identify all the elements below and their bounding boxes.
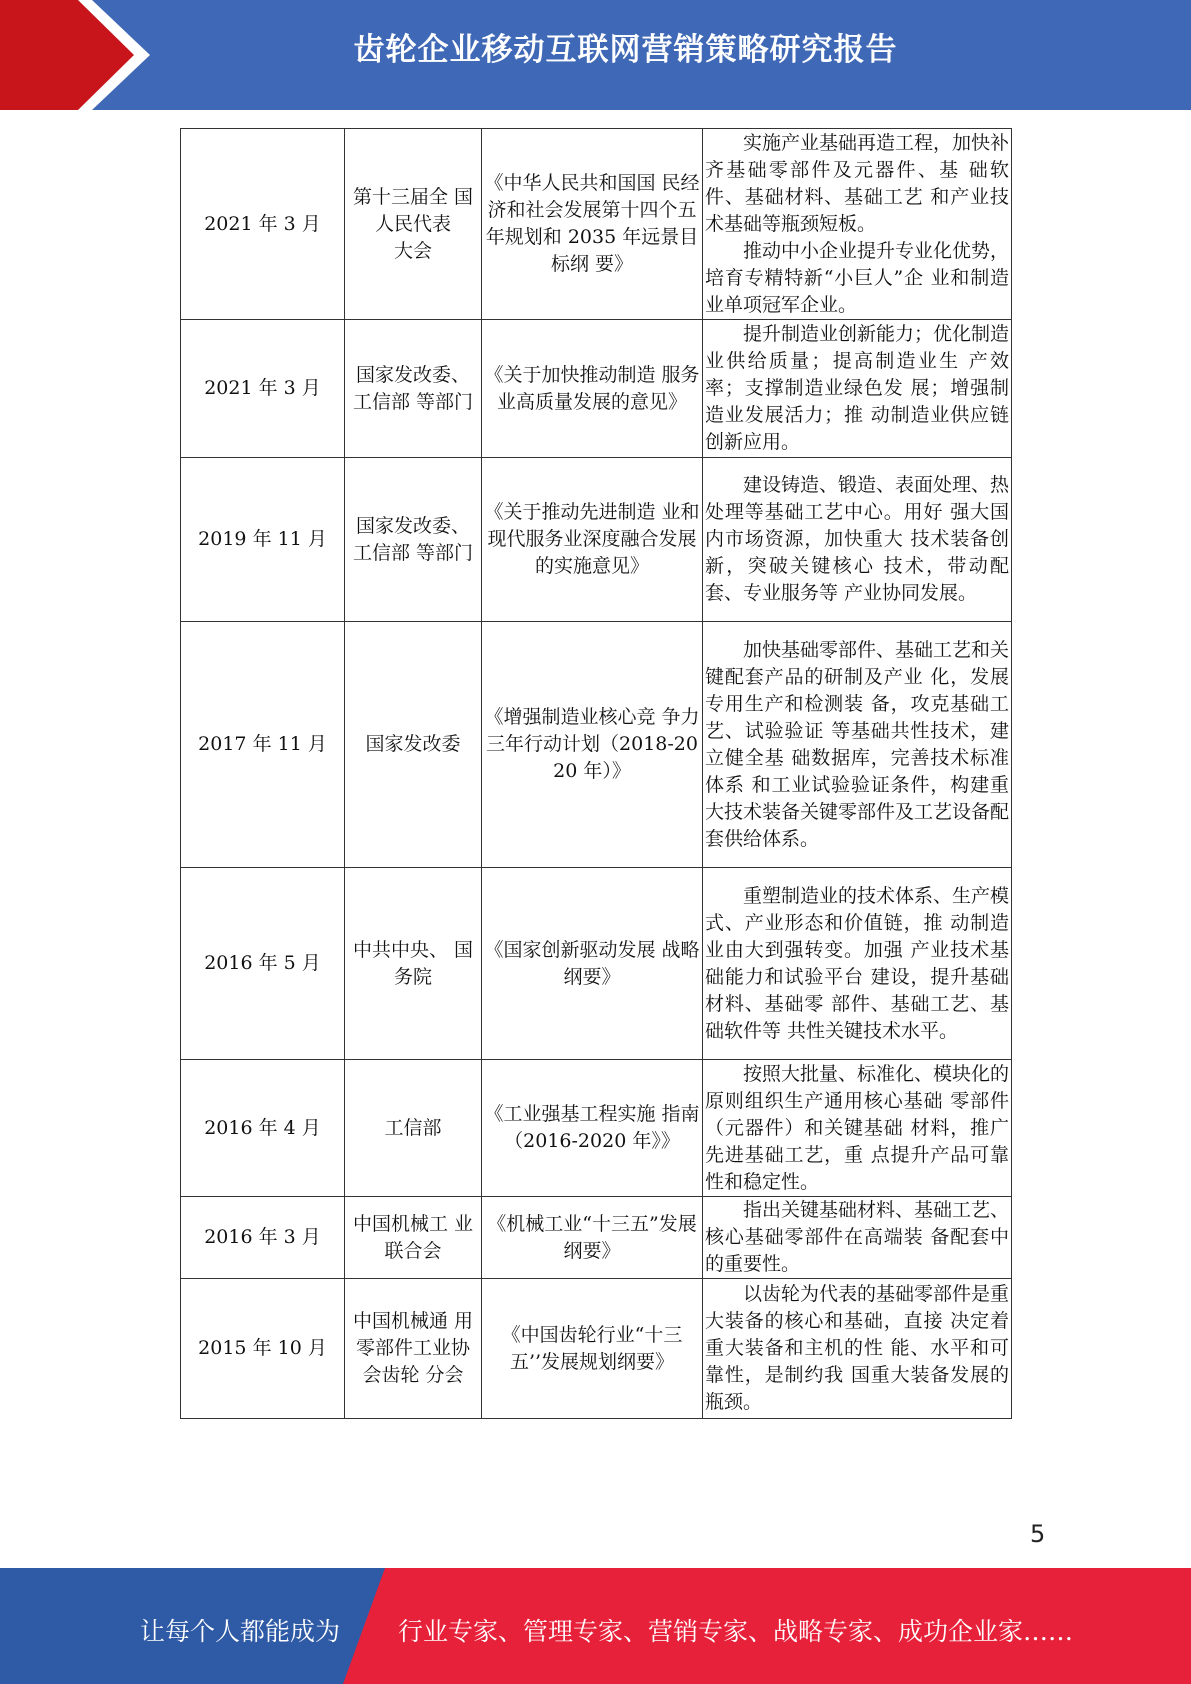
table-row: [181, 458, 1012, 622]
content-cell: [703, 1060, 1012, 1197]
content-paragraph: 以齿轮为代表的基础零部件是重大装备的核心和基础，直接 决定着重大装备和主机的性 能、水平和可靠性，是制约我 国重大装备发展的瓶颈。: [705, 1283, 1010, 1413]
table-row: [181, 1060, 1012, 1197]
document-cell: [482, 129, 703, 320]
issuer-text: 中国机械工 业联合会: [352, 1212, 474, 1262]
document-cell: [482, 1279, 703, 1419]
document-title: 《中华人民共和国国 民经济和社会发展第十四个五年规划和 2035 年远景目标纲 要》: [484, 172, 700, 275]
issuer-text: 中国机械通 用零部件工业协会齿轮 分会: [352, 1310, 474, 1386]
issuer-cell: [345, 622, 482, 868]
table-row: [181, 1279, 1012, 1419]
content-paragraph: 实施产业基础再造工程，加快补齐基础零部件及元器件、基 础软件、基础材料、基础工艺 和产业技术基础等瓶颈短板。: [705, 131, 1010, 235]
date-cell: 2017 年 11 月: [181, 622, 345, 868]
content-cell: [703, 129, 1012, 320]
report-title: 齿轮企业移动互联网营销策略研究报告: [353, 32, 898, 68]
document-title: 《机械工业“十三五”发展纲要》: [487, 1212, 697, 1262]
content-cell: [703, 622, 1012, 868]
table-row: [181, 1197, 1012, 1279]
document-cell: [482, 458, 703, 622]
issuer-text: 国家发改委: [365, 733, 461, 755]
content-paragraph: 推动中小企业提升专业化优势，培育专精特新“小巨人”企 业和制造业单项冠军企业。: [705, 239, 1010, 316]
policy-table: [180, 128, 1012, 1419]
document-cell: [482, 1197, 703, 1279]
issuer-text: 国家发改委、工信部 等部门: [352, 514, 474, 564]
content-cell: [703, 1279, 1012, 1419]
document-title: 《关于推动先进制造 业和现代服务业深度融合发展的实施意见》: [484, 501, 700, 577]
date-cell: 2021 年 3 月: [181, 320, 345, 458]
issuer-cell: [345, 1060, 482, 1197]
content-paragraph: 加快基础零部件、基础工艺和关键配套产品的研制及产业 化，发展专用生产和检测装 备，攻克基础工艺、试验验证 等基础共性技术，建立健全基 础数据库，完善技术标准体系 和工业试验验证条件，构建重 大技术装备关键零部件及工艺设备配套供给体系。: [705, 638, 1010, 850]
issuer-text: 中共中央、 国务院: [352, 938, 474, 988]
issuer-cell: [345, 1197, 482, 1279]
table-row: [181, 129, 1012, 320]
issuer-text: 大会: [393, 239, 432, 262]
page-number: 5: [1030, 1520, 1046, 1548]
document-cell: [482, 622, 703, 868]
issuer-cell: [345, 458, 482, 622]
table-row: [181, 868, 1012, 1060]
document-title: 《国家创新驱动发展 战略纲要》: [484, 938, 700, 988]
issuer-cell: [345, 1279, 482, 1419]
content-paragraph: 提升制造业创新能力；优化制造业供给质量；提高制造业生 产效率；支撑制造业绿色发 展；增强制造业发展活力；推 动制造业供应链创新应用。: [705, 323, 1010, 453]
table-row: [181, 622, 1012, 868]
content-paragraph: 建设铸造、锻造、表面处理、热处理等基础工艺中心。用好 强大国内市场资源，加快重大 技术装备创新，突破关键核心 技术，带动配套、专业服务等 产业协同发展。: [705, 474, 1010, 604]
date-cell: 2016 年 4 月: [181, 1060, 345, 1197]
content-cell: [703, 868, 1012, 1060]
content-paragraph: 指出关键基础材料、基础工艺、核心基础零部件在高端装 备配套中的重要性。: [705, 1199, 1010, 1275]
issuer-text: 国家发改委、工信部 等部门: [352, 363, 474, 413]
issuer-text: 工信部: [384, 1116, 442, 1139]
date-cell: 2016 年 5 月: [181, 868, 345, 1060]
document-title: 《中国齿轮行业“十三 五’’发展规划纲要》: [501, 1323, 683, 1373]
document-title: 《关于加快推动制造 服务业高质量发展的意见》: [484, 363, 700, 413]
issuer-text: 第十三届全 国人民代表: [352, 185, 474, 235]
content-paragraph: 按照大批量、标准化、模块化的原则组织生产通用核心基础 零部件（元器件）和关键基础 材料，推广先进基础工艺，重 点提升产品可靠性和稳定性。: [705, 1062, 1010, 1193]
issuer-cell: [345, 320, 482, 458]
document-cell: [482, 868, 703, 1060]
document-cell: [482, 320, 703, 458]
document-title: 《工业强基工程实施 指南（2016-2020 年》》: [484, 1103, 700, 1152]
content-cell: [703, 320, 1012, 458]
date-cell: 2021 年 3 月: [181, 129, 345, 320]
footer-slogan-right: 行业专家、管理专家、营销专家、战略专家、成功企业家……: [398, 1617, 1074, 1646]
issuer-cell: [345, 868, 482, 1060]
footer-slogan-left: 让每个人都能成为: [140, 1617, 341, 1646]
date-cell: 2015 年 10 月: [181, 1279, 345, 1419]
document-cell: [482, 1060, 703, 1197]
table-row: [181, 320, 1012, 458]
content-cell: [703, 1197, 1012, 1279]
document-title: 《增强制造业核心竞 争力三年行动计划（2018-2020 年）》: [484, 706, 700, 782]
date-cell: 2016 年 3 月: [181, 1197, 345, 1279]
date-cell: 2019 年 11 月: [181, 458, 345, 622]
header-banner: [0, 0, 1191, 110]
issuer-cell: [345, 129, 482, 320]
content-paragraph: 重塑制造业的技术体系、生产模式、产业形态和价值链，推 动制造业由大到强转变。加强 产业技术基础能力和试验平台 建设，提升基础材料、基础零 部件、基础工艺、基础软件等 共性关键技术水平。: [705, 884, 1010, 1042]
content-cell: [703, 458, 1012, 622]
